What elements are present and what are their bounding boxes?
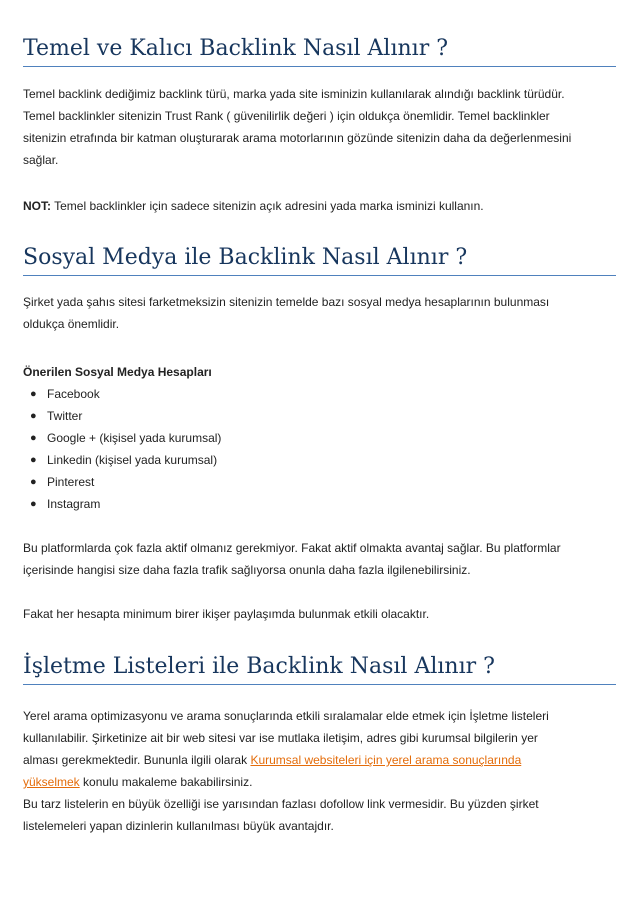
paragraph-line: Temel backlinkler sitenizin Trust Rank ( güvenilirlik değeri ) için oldukça önemlidir. Temel backlinkler: [23, 109, 550, 123]
paragraph-line: listelemeleri yapan dizinlerin kullanılması büyük avantajdır.: [23, 819, 334, 833]
section1-note: [23, 195, 618, 217]
section2-paragraph: [23, 537, 618, 581]
section3-heading: İşletme Listeleri ile Backlink Nasıl Alınır ?: [23, 654, 616, 685]
bullet-icon: ●: [30, 388, 37, 400]
article-link[interactable]: Kurumsal websiteleri için yerel arama sonuçlarında: [250, 753, 522, 767]
paragraph-line: alması gerekmektedir. Bununla ilgili olarak Kurumsal websiteleri için yerel arama sonuçlarında: [23, 753, 522, 767]
section2-heading: Sosyal Medya ile Backlink Nasıl Alınır ?: [23, 245, 616, 276]
bullet-icon: ●: [30, 498, 37, 510]
list-item: ● Google + (kişisel yada kurumsal): [23, 427, 221, 449]
section2-closing: Fakat her hesapta minimum birer ikişer paylaşımda bulunmak etkili olacaktır.: [23, 607, 430, 621]
paragraph-line: sağlar.: [23, 153, 59, 167]
paragraph-line: Yerel arama optimizasyonu ve arama sonuçlarında etkili sıralamalar elde etmek için İşletme listeleri: [23, 709, 549, 723]
paragraph-line: Bu platformlarda çok fazla aktif olmanız gerekmiyor. Fakat aktif olmakta avantaj sağlar. Bu platformlar: [23, 541, 561, 555]
social-media-list: [23, 383, 221, 515]
section1-paragraph: [23, 83, 618, 171]
list-item: ● Facebook: [23, 383, 221, 405]
note-label: NOT:: [23, 199, 51, 213]
section2-intro: [23, 291, 618, 335]
list-item: ● Instagram: [23, 493, 221, 515]
paragraph-line: sitenizin etrafında bir katman oluşturarak arama motorlarının gözünde sitenizin daha da değerlenmesini: [23, 131, 572, 145]
list-title: Önerilen Sosyal Medya Hesapları: [23, 365, 212, 379]
bullet-icon: ●: [30, 432, 37, 444]
paragraph-line: Temel backlink dediğimiz backlink türü, marka yada site isminizin kullanılarak alındığı backlink türüdür.: [23, 87, 565, 101]
list-item: ● Twitter: [23, 405, 221, 427]
paragraph-line: yükselmek konulu makaleme bakabilirsiniz.: [23, 775, 253, 789]
list-item: ● Pinterest: [23, 471, 221, 493]
list-item: ● Linkedin (kişisel yada kurumsal): [23, 449, 221, 471]
paragraph-line: oldukça önemlidir.: [23, 317, 120, 331]
section3-paragraph: [23, 705, 618, 837]
paragraph-line: içerisinde hangisi size daha fazla trafik sağlıyorsa onunla daha fazla ilgilenebilirsiniz.: [23, 563, 471, 577]
bullet-icon: ●: [30, 410, 37, 422]
bullet-icon: ●: [30, 476, 37, 488]
section1-heading: Temel ve Kalıcı Backlink Nasıl Alınır ?: [23, 36, 616, 67]
paragraph-line: Şirket yada şahıs sitesi farketmeksizin sitenizin temelde bazı sosyal medya hesaplarının bulunması: [23, 295, 550, 309]
article-link-continued[interactable]: yükselmek: [23, 775, 80, 789]
bullet-icon: ●: [30, 454, 37, 466]
paragraph-line: Bu tarz listelerin en büyük özelliği ise yarısından fazlası dofollow link vermesidir. Bu yüzden şirket: [23, 797, 539, 811]
paragraph-line: kullanılabilir. Şirketinize ait bir web sitesi var ise mutlaka iletişim, adres gibi kurumsal bilgilerin yer: [23, 731, 538, 745]
note-text: Temel backlinkler için sadece sitenizin açık adresini yada marka isminizi kullanın.: [51, 199, 484, 213]
